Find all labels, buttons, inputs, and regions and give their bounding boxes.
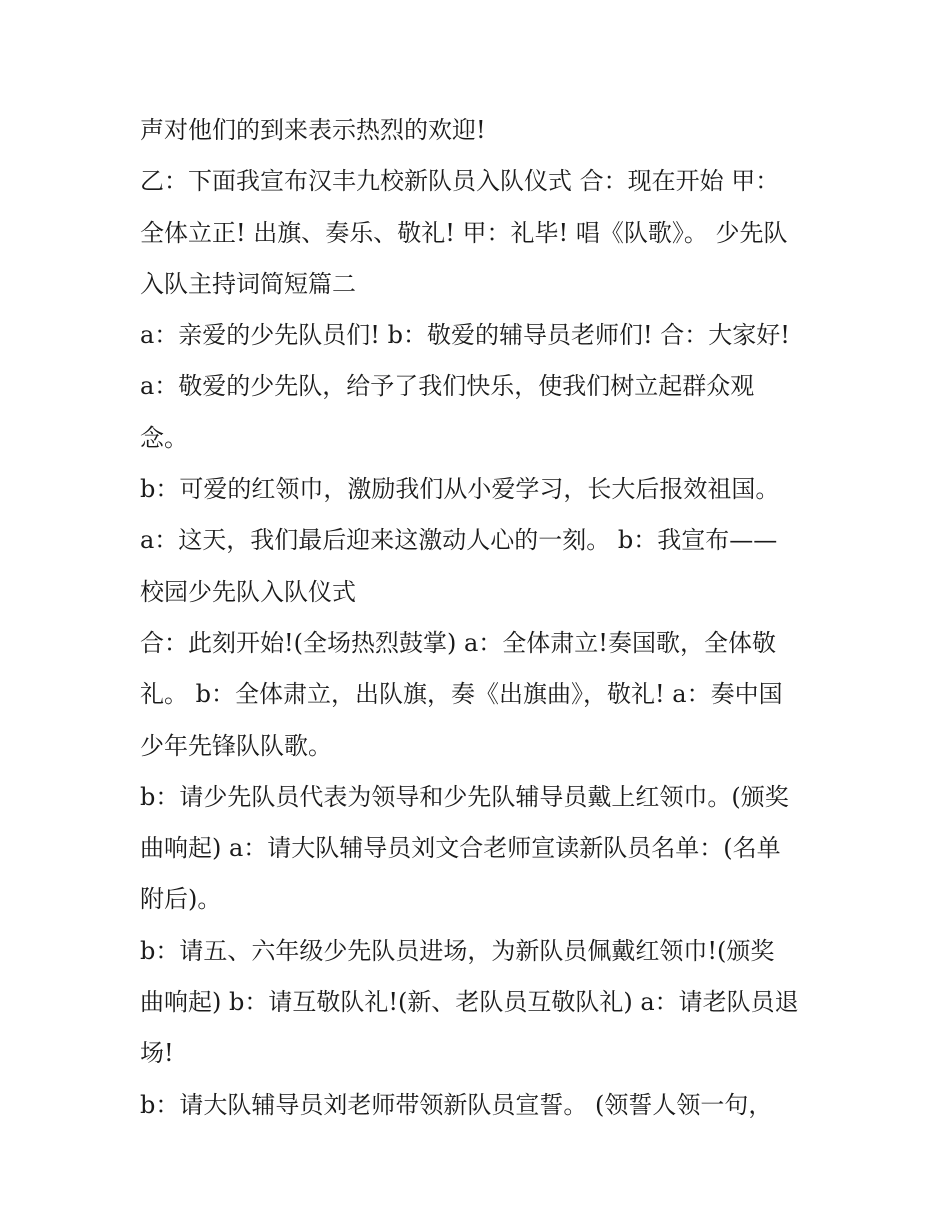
text-line: 校园少先队入队仪式: [140, 577, 356, 606]
text-line: a：这天，我们最后迎来这激动人心的一刻。 b：我宣布——: [140, 526, 778, 555]
text-line: b：请少先队员代表为领导和少先队辅导员戴上红领巾。(颁奖: [140, 782, 789, 811]
text-line: 全体立正! 出旗、奏乐、敬礼! 甲：礼毕! 唱《队歌》。 少先队: [140, 218, 788, 247]
text-line: 礼。 b：全体肃立，出队旗，奏《出旗曲》，敬礼! a：奏中国: [140, 680, 783, 709]
text-line: b：请五、六年级少先队员进场，为新队员佩戴红领巾!(颁奖: [140, 936, 775, 965]
text-line: 场!: [140, 1039, 174, 1068]
text-line: 乙：下面我宣布汉丰九校新队员入队仪式 合：现在开始 甲：: [140, 167, 780, 196]
text-line: 曲响起) b：请互敬队礼!(新、老队员互敬队礼) a：请老队员退: [140, 988, 799, 1017]
text-line: 曲响起) a：请大队辅导员刘文合老师宣读新队员名单：(名单: [140, 834, 781, 863]
text-line: b：请大队辅导员刘老师带领新队员宣誓。 (领誓人领一句，: [140, 1090, 773, 1119]
text-line: a：敬爱的少先队，给予了我们快乐，使我们树立起群众观: [140, 372, 755, 401]
text-line: 少年先锋队队歌。: [140, 731, 332, 760]
text-line: 念。: [140, 423, 188, 452]
text-line: 声对他们的到来表示热烈的欢迎!: [140, 116, 486, 144]
text-line: 合：此刻开始!(全场热烈鼓掌) a：全体肃立!奏国歌，全体敬: [140, 628, 776, 657]
text-line: b：可爱的红领巾，激励我们从小爱学习，长大后报效祖国。: [140, 475, 780, 504]
text-line: 附后)。: [140, 885, 222, 914]
text-line: 入队主持词简短篇二: [140, 269, 356, 298]
text-line: a：亲爱的少先队员们! b：敬爱的辅导员老师们! 合：大家好!: [140, 321, 790, 350]
document-body: [140, 105, 820, 1131]
